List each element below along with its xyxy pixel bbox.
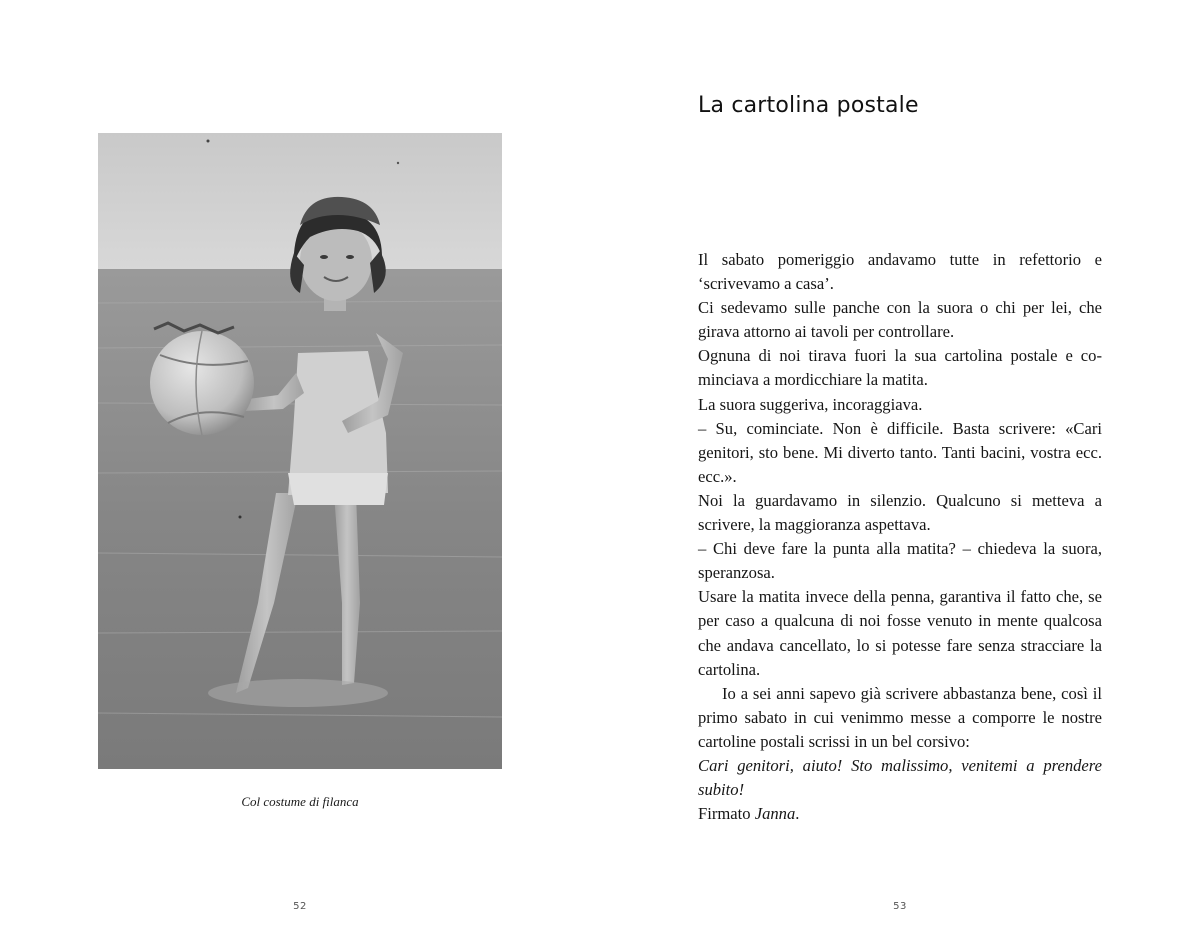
- paragraph: Usare la matita invece della penna, garantiva il fatto che, se per caso a qualcuna di noi fosse venuto in mente qualcosa che andava cancellato, lo si potesse fare senza stracciare la cartolina.: [698, 587, 1102, 679]
- signature-prefix: Firmato: [698, 804, 755, 824]
- page-number-left: 52: [293, 901, 307, 912]
- paragraph: Ognuna di noi tirava fuori la sua cartolina postale e cominciava a mordicchiare la matita.: [698, 346, 1102, 390]
- photo: [98, 133, 502, 769]
- paragraph: Noi la guardavamo in silenzio. Qualcuno si metteva a scrivere, la maggioranza aspettava.: [698, 490, 1102, 535]
- page-number-right: 53: [893, 901, 907, 912]
- photo-girl-beach-ball: [98, 133, 502, 769]
- signature-suffix: .: [795, 804, 800, 824]
- dialogue-paragraph: – Chi deve fare la punta alla matita? – chiedeva la suora, speranzosa.: [698, 539, 1102, 583]
- paragraph: La suora suggeriva, incoraggiava.: [698, 394, 923, 414]
- signature-name: Janna: [754, 804, 796, 824]
- indented-paragraph: Io a sei anni sapevo già scrivere abbastanza bene, così il primo sabato in cui venimmo messe a comporre le nostre cartoline postali scrissi in un bel corsivo:: [698, 683, 1102, 751]
- postcard-text: Cari genitori, aiuto! Sto malissimo, venitemi a prendere subito!: [698, 755, 1102, 800]
- right-page: [600, 0, 1200, 944]
- body-text: [698, 248, 1102, 826]
- signature-line: [698, 802, 1102, 826]
- paragraph: Ci sedevamo sulle panche con la suora o chi per lei, che girava attorno ai tavoli per controllare.: [698, 298, 1102, 342]
- dialogue-paragraph: – Su, cominciate. Non è difficile. Basta scrivere: «Cari genitori, sto bene. Mi diverto tanto. Tanti bacini, vostra ecc. ecc.».: [698, 418, 1102, 486]
- chapter-title: La cartolina postale: [698, 93, 919, 118]
- paragraph: Il sabato pomeriggio andavamo tutte in refettorio e ‘scrivevamo a casa’.: [698, 250, 1102, 294]
- photo-caption: Col costume di filanca: [241, 794, 359, 809]
